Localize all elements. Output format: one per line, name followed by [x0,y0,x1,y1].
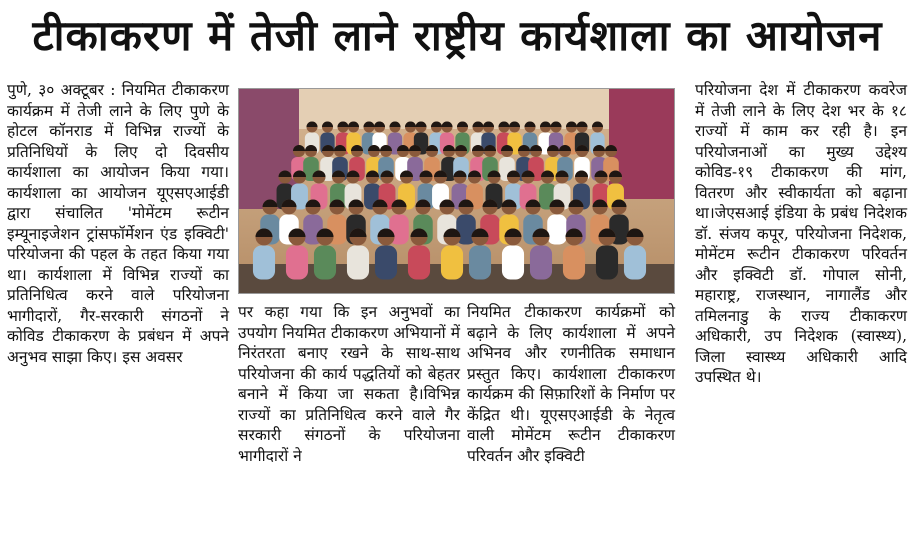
article-column-1: पुणे, ३० अक्टूबर : नियमित टीकाकरण कार्यक्रम में तेजी लाने के लिए पुणे के होटल कॉनराड में विभिन्न राज्यों के प्रतिनिधियों के लिए दो दिवसीय कार्यशाला का आयोजन किया गया। कार्यशाला का आयोजन यूएसएआईडी द्वारा संचालित 'मोमेंटम रूटीन इम्यूनाइजेशन ट्रांसफॉर्मेशन एंड इक्विटी' परियोजना की पहल के तहत किया गया था। कार्यशाला में विभिन्न राज्यों का प्रतिनिधित्व करने वाले परियोजना भागीदारों, गैर-सरकारी संगठनों ने कोविड टीकाकरण के प्रबंधन में अपने अनुभव साझा किए। इस अवसर [7,81,229,366]
person-body [624,246,646,280]
person-body [441,246,463,280]
group-photo [238,88,675,294]
person-body [469,246,491,280]
person-body [286,246,308,280]
person-body [502,246,524,280]
person-body [530,246,552,280]
person-body [547,215,567,245]
person-body [563,246,585,280]
person-body [375,246,397,280]
person-body [314,246,336,280]
person-body [596,246,618,280]
article-column-4: परियोजना देश में टीकाकरण कवरेज में तेजी लाने के लिए देश भर के १८ राज्यों में काम कर रही है। इन परियोजनाओं का मुख्य उद्देश्य कोविड-१९ टीकाकरण की मांग, वितरण और स्वीकार्यता को बढ़ाना था।जेएसआई इंडिया के प्रबंध निदेशक डॉ. संजय कपूर, परियोजना निदेशक, मोमेंटम रूटीन टीकाकरण परिवर्तन और इक्विटी डॉ. गोपाल सोनी, महाराष्ट्र, राजस्थान, नागालैंड और तमिलनाडु के राज्य टीकाकरण अधिकारी, उप निदेशक (स्वास्थ्य), जिला स्वास्थ्य अधिकारी आदि उपस्थित थे। [695,81,907,386]
person-body [253,246,275,280]
person-body [347,246,369,280]
article-column-3: नियमित टीकाकरण कार्यक्रमों को बढ़ाने के लिए कार्यशाला में अपने अभिनव और रणनीतिक समाधान प्रस्तुत किए। कार्यशाला टीकाकरण कार्यक्रम की सिफ़ारिशों के निर्माण पर केंद्रित थी। यूएसएआईडी के नेतृत्व वाली मोमेंटम रूटीन टीकाकरण परिवर्तन और इक्विटी [467,303,675,465]
article-column-2: पर कहा गया कि इन अनुभवों का उपयोग नियमित टीकाकरण अभियानों में निरंतरता बनाए रखने के साथ-साथ परियोजना की कार्य पद्धतियों को बेहतर बनाने में किया जा सकता है।विभिन्न राज्यों का प्रतिनिधित्व करने वाले गैर सरकारी संगठनों के परियोजना भागीदारों ने [238,303,460,465]
headline: टीकाकरण में तेजी लाने राष्ट्रीय कार्यशाला का आयोजन [32,11,883,60]
person-body [408,246,430,280]
